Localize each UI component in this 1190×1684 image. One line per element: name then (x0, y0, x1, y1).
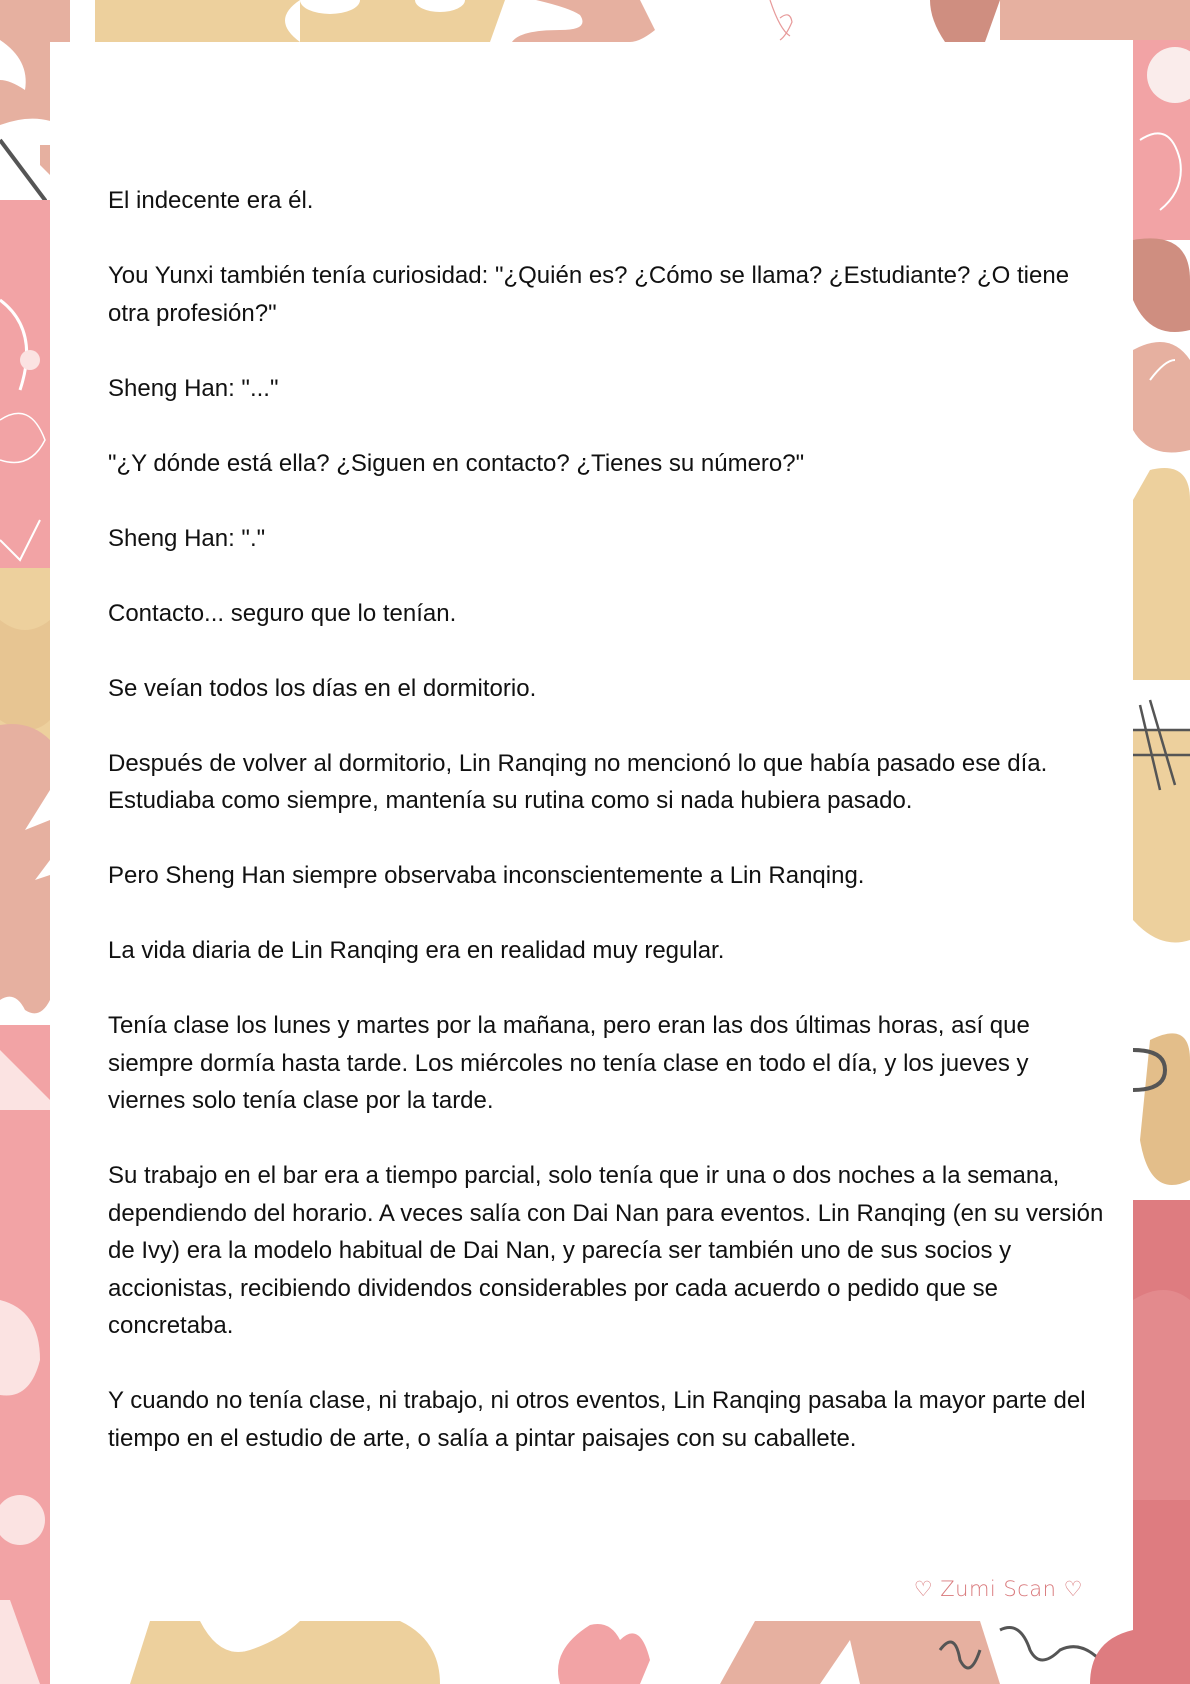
paragraph: Tenía clase los lunes y martes por la mañana, pero eran las dos últimas horas, así que siempre dormía hasta tarde. Los miércoles no tenía clase en todo el día, y los jueves y viernes solo tenía clase por la tarde. (108, 1012, 1030, 1114)
paragraph: Se veían todos los días en el dormitorio. (108, 674, 537, 702)
paragraph: El indecente era él. (108, 187, 314, 214)
paragraph: Y cuando no tenía clase, ni trabajo, ni otros eventos, Lin Ranqing pasaba la mayor parte del tiempo en el estudio de arte, o salía a pintar paisajes con su caballete. (108, 1387, 1086, 1452)
paragraph: Sheng Han: "." (108, 524, 266, 552)
paragraph: You Yunxi también tenía curiosidad: "¿Quién es? ¿Cómo se llama? ¿Estudiante? ¿O tiene otra profesión?" (108, 262, 1070, 327)
document-body (108, 182, 1108, 1495)
scanlation-signature: ♡ Zumi Scan ♡ (913, 1577, 1083, 1601)
paragraph: Después de volver al dormitorio, Lin Ranqing no mencionó lo que había pasado ese día. Estudiaba como siempre, mantenía su rutina como si nada hubiera pasado. (108, 749, 1048, 814)
paragraph: Contacto... seguro que lo tenían. (108, 599, 457, 627)
paragraph: "¿Y dónde está ella? ¿Siguen en contacto? ¿Tienes su número?" (108, 449, 805, 477)
document-page (50, 42, 1133, 1621)
paragraph: Su trabajo en el bar era a tiempo parcial, solo tenía que ir una o dos noches a la semana, dependiendo del horario. A veces salía con Dai Nan para eventos. Lin Ranqing (en su versión de Ivy) era la modelo habitual de Dai Nan, y parecía ser también uno de sus socios y accionistas, recibiendo dividendos considerables por cada acuerdo o pedido que se concretaba. (108, 1162, 1104, 1339)
paragraph: Sheng Han: "..." (108, 374, 279, 402)
paragraph: Pero Sheng Han siempre observaba inconscientemente a Lin Ranqing. (108, 862, 865, 889)
paragraph: La vida diaria de Lin Ranqing era en realidad muy regular. (108, 937, 725, 964)
